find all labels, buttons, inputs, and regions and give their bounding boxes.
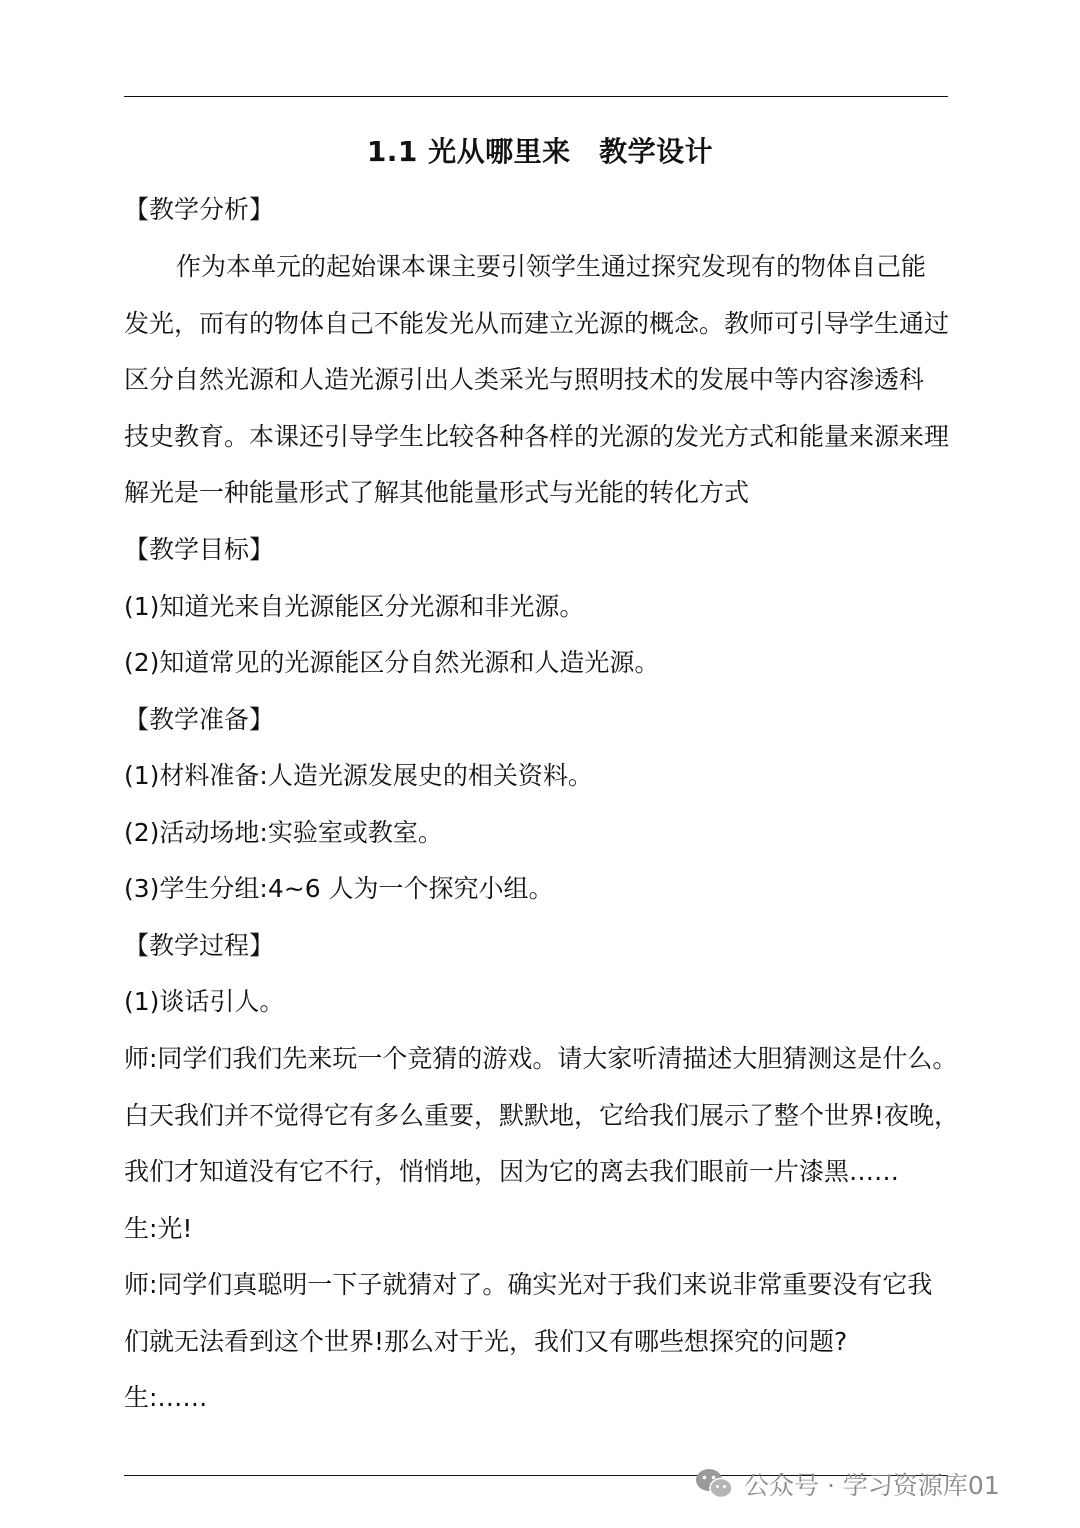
list-item: (1)谈话引人。	[124, 987, 285, 1016]
paragraph-line: 作为本单元的起始课本课主要引领学生通过探究发现有的物体自己能	[176, 252, 927, 281]
list-item: (3)学生分组:4~6 人为一个探究小组。	[124, 874, 554, 903]
watermark-text: 公众号 · 学习资源库01	[744, 1471, 1000, 1500]
paragraph-line: 技史教育。本课还引导学生比较各种各样的光源的发光方式和能量来源来理	[124, 422, 950, 451]
header-rule	[124, 96, 948, 97]
paragraph-line: 解光是一种能量形式了解其他能量形式与光能的转化方式	[124, 478, 750, 507]
dialogue-line: 们就无法看到这个世界!那么对于光，我们又有哪些想探究的问题?	[124, 1327, 848, 1356]
section-heading-process: 【教学过程】	[124, 931, 275, 960]
list-item: (2)知道常见的光源能区分自然光源和人造光源。	[124, 648, 660, 677]
dialogue-line: 师:同学们我们先来玩一个竞猜的游戏。请大家听清描述大胆猜测这是什么。	[124, 1044, 958, 1073]
section-heading-preparation: 【教学准备】	[124, 705, 275, 734]
wechat-icon	[694, 1467, 734, 1501]
section-heading-objectives: 【教学目标】	[124, 535, 275, 564]
paragraph-line: 发光，而有的物体自己不能发光从而建立光源的概念。教师可引导学生通过	[124, 309, 950, 338]
section-heading-analysis: 【教学分析】	[124, 195, 275, 224]
watermark	[694, 1462, 1000, 1506]
list-item: (2)活动场地:实验室或教室。	[124, 818, 443, 847]
dialogue-line: 生:光!	[124, 1214, 193, 1243]
list-item: (1)材料准备:人造光源发展史的相关资料。	[124, 761, 593, 790]
dialogue-line: 生:……	[124, 1383, 208, 1412]
paragraph-line: 区分自然光源和人造光源引出人类采光与照明技术的发展中等内容渗透科	[124, 365, 925, 394]
dialogue-line: 白天我们并不觉得它有多么重要，默默地，它给我们展示了整个世界!夜晚，	[124, 1101, 960, 1130]
document-title: 1.1 光从哪里来 教学设计	[366, 135, 714, 168]
dialogue-line: 我们才知道没有它不行，悄悄地，因为它的离去我们眼前一片漆黑……	[124, 1157, 900, 1186]
list-item: (1)知道光来自光源能区分光源和非光源。	[124, 592, 585, 621]
dialogue-line: 师:同学们真聪明一下子就猜对了。确实光对于我们来说非常重要没有它我	[124, 1270, 933, 1299]
